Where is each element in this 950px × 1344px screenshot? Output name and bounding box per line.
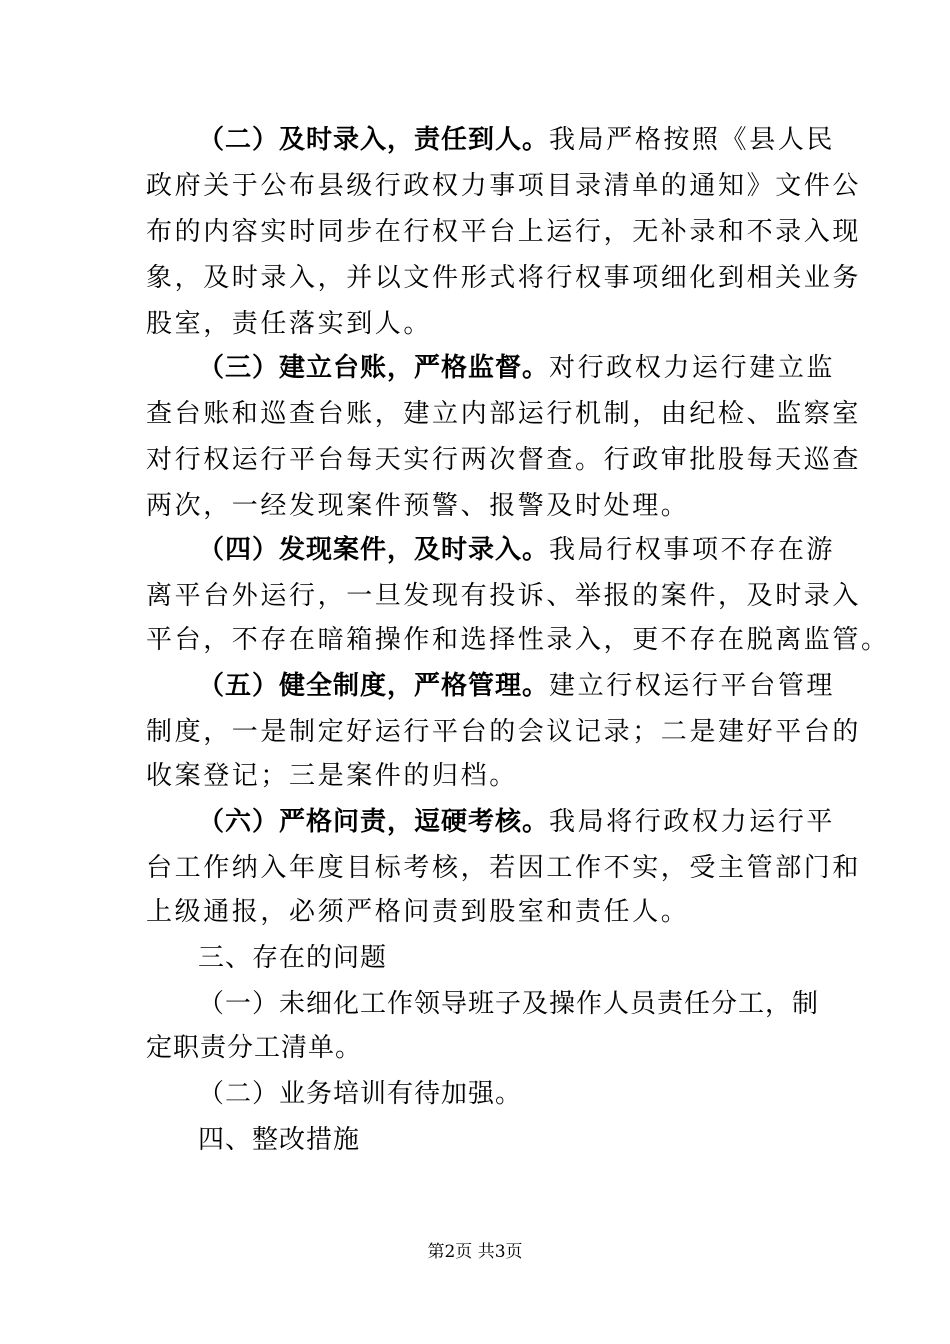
paragraph-2-text: 我局严格按照《县人民 (549, 125, 836, 155)
paragraph-2-line-2: 政府关于公布县级行政权力事项目录清单的通知》文件公 (146, 171, 862, 201)
paragraph-2-line-1 (198, 122, 836, 158)
paragraph-5-line-2: 制度，一是制定好运行平台的会议记录；二是建好平台的 (146, 717, 862, 747)
section-three-item-2: （二）业务培训有待加强。 (198, 1079, 523, 1109)
paragraph-3-line-1 (198, 350, 836, 386)
paragraph-6-line-2: 台工作纳入年度目标考核，若因工作不实，受主管部门和 (146, 853, 862, 883)
paragraph-5-line-1 (198, 668, 836, 704)
paragraph-5-line-3: 收案登记；三是案件的归档。 (146, 761, 518, 791)
paragraph-4-line-1 (198, 532, 836, 568)
paragraph-3-lead: （三）建立台账，严格监督。 (198, 353, 550, 383)
section-four-title: 四、整改措施 (198, 1125, 361, 1155)
paragraph-6-line-1 (198, 804, 836, 840)
paragraph-2-line-3: 布的内容实时同步在行权平台上运行，无补录和不录入现 (146, 217, 862, 247)
paragraph-6-line-3: 上级通报，必须严格问责到股室和责任人。 (146, 897, 690, 927)
paragraph-3-text: 对行政权力运行建立监 (549, 353, 836, 383)
paragraph-2-line-4: 象，及时录入，并以文件形式将行权事项细化到相关业务 (146, 263, 862, 293)
section-three-item-1-line-1: （一）未细化工作领导班子及操作人员责任分工，制 (198, 989, 820, 1019)
paragraph-6-text: 我局将行政权力运行平 (549, 807, 836, 837)
paragraph-5-text: 建立行权运行平台管理 (549, 671, 836, 701)
paragraph-3-line-4: 两次，一经发现案件预警、报警及时处理。 (146, 491, 690, 521)
paragraph-6-lead: （六）严格问责，逗硬考核。 (198, 807, 550, 837)
paragraph-4-text: 我局行权事项不存在游 (549, 535, 836, 565)
paragraph-4-lead: （四）发现案件，及时录入。 (198, 535, 550, 565)
paragraph-3-line-2: 查台账和巡查台账，建立内部运行机制，由纪检、监察室 (146, 399, 862, 429)
paragraph-5-lead: （五）健全制度，严格管理。 (198, 671, 550, 701)
section-three-title: 三、存在的问题 (198, 943, 388, 973)
paragraph-2-lead: （二）及时录入，责任到人。 (198, 125, 550, 155)
paragraph-4-line-3: 平台，不存在暗箱操作和选择性录入，更不存在脱离监管。 (146, 625, 890, 655)
paragraph-4-line-2: 离平台外运行，一旦发现有投诉、举报的案件，及时录入 (146, 581, 862, 611)
page-footer: 第2页 共3页 (427, 1242, 523, 1262)
section-three-item-1-line-2: 定职责分工清单。 (146, 1033, 363, 1063)
paragraph-3-line-3: 对行权运行平台每天实行两次督查。行政审批股每天巡查 (146, 445, 862, 475)
paragraph-2-line-5: 股室，责任落实到人。 (146, 309, 433, 339)
